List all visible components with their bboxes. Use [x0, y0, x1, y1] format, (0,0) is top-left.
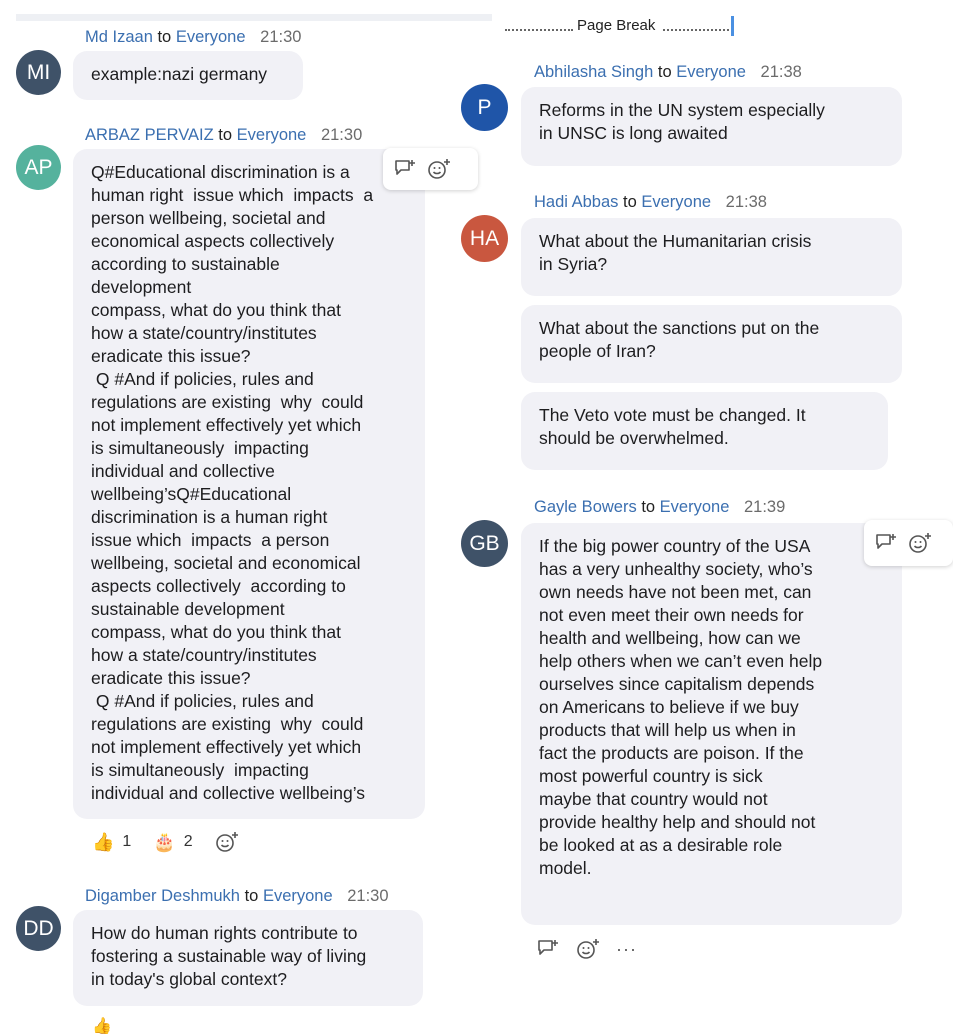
avatar-initials: MI — [26, 60, 51, 84]
avatar[interactable] — [461, 520, 508, 567]
cake-icon: 🎂 — [153, 831, 176, 852]
avatar[interactable] — [461, 215, 508, 262]
scroll-edge — [16, 14, 492, 21]
message-header — [85, 28, 301, 47]
to-label: to — [157, 28, 172, 46]
timestamp: 21:38 — [760, 63, 802, 81]
add-reaction-icon[interactable] — [908, 532, 932, 554]
reaction-cake[interactable] — [153, 832, 192, 853]
message-bubble[interactable]: Q#Educational discrimination is a human right issue which impacts a person wellbeing, societal and economical aspects collectively according to sustainable development compass, what do you think that how a state/country/institutes eradicate this issue? Q #And if policies, rules and regulations are existing why could not implement effectively yet which is simultaneously impacting individual and collective wellbeing’sQ#Educational discrimination is a human right issue which impacts a person wellbeing, societal and economical aspects collectively according to sustainable development compass, what do you think that how a state/country/institutes eradicate this issue? Q #And if policies, rules and regulations are existing why could not implement effectively yet which is simultaneously impacting individual and collective wellbeing’s — [73, 149, 425, 819]
to-label: to — [641, 498, 656, 516]
avatar[interactable] — [16, 145, 61, 190]
reply-in-thread-icon[interactable] — [874, 532, 898, 554]
add-reaction-icon[interactable] — [427, 158, 451, 180]
to-label: to — [218, 126, 233, 144]
to-label: to — [244, 887, 259, 905]
avatar-initials: P — [477, 95, 492, 119]
thumbs-up-icon: 👍 — [92, 1018, 112, 1035]
more-options-icon[interactable]: ··· — [616, 938, 637, 959]
message-bubble[interactable]: Reforms in the UN system especially in UNSC is long awaited — [521, 87, 902, 166]
message-bubble[interactable]: If the big power country of the USA has a very unhealthy society, who’s own needs have not been met, can not even meet their own needs for health and wellbeing, how can we help others when we can’t even help ourselves since capitalism depends on Americans to believe if we buy products that will help us when in fact the products are poison. If the most powerful country is sick maybe that country would not provide healthy help and should not be looked at as a desirable role model. — [521, 523, 902, 925]
sender-name[interactable]: Abhilasha Singh — [534, 63, 654, 81]
timestamp: 21:39 — [743, 498, 786, 516]
timestamp: 21:30 — [320, 126, 363, 144]
message-header — [85, 126, 362, 145]
timestamp: 21:38 — [725, 193, 767, 211]
avatar[interactable] — [16, 50, 61, 95]
sender-name[interactable]: ARBAZ PERVAIZ — [85, 126, 214, 144]
thumbs-up-icon: 👍 — [92, 831, 115, 852]
reaction-count: 1 — [122, 833, 132, 850]
chat-column-right — [469, 0, 953, 1024]
recipient-name[interactable]: Everyone — [175, 28, 246, 46]
add-reaction-icon[interactable] — [576, 938, 600, 960]
to-label: to — [623, 193, 637, 211]
avatar-initials: DD — [23, 916, 54, 940]
message-header — [534, 498, 785, 517]
recipient-name[interactable]: Everyone — [236, 126, 307, 144]
message-hover-toolbar — [383, 148, 478, 190]
avatar-initials: GB — [469, 531, 500, 555]
message-header — [534, 193, 767, 212]
reaction-thumbs-up[interactable] — [92, 832, 131, 853]
message-bubble[interactable]: example:nazi germany — [73, 51, 303, 100]
sender-name[interactable]: Digamber Deshmukh — [85, 887, 240, 905]
reactions-row — [92, 830, 239, 854]
message-header — [534, 63, 802, 82]
message-hover-toolbar — [864, 520, 953, 566]
message-bubble[interactable]: What about the Humanitarian crisis in Syria? — [521, 218, 902, 296]
add-reaction-icon[interactable] — [215, 830, 239, 854]
reply-in-thread-icon[interactable] — [536, 938, 560, 960]
message-bubble[interactable]: How do human rights contribute to fostering a sustainable way of living in today's global context? — [73, 910, 423, 1006]
reply-in-thread-icon[interactable] — [393, 158, 417, 180]
recipient-name[interactable]: Everyone — [262, 887, 333, 905]
sender-name[interactable]: Md Izaan — [85, 28, 153, 46]
avatar-initials: AP — [24, 155, 53, 179]
message-actions-row — [536, 938, 637, 960]
message-bubble[interactable]: The Veto vote must be changed. It should be overwhelmed. — [521, 392, 888, 470]
timestamp: 21:30 — [347, 887, 389, 905]
avatar-initials: HA — [469, 226, 500, 250]
reaction-count: 2 — [183, 833, 193, 850]
recipient-name[interactable]: Everyone — [676, 63, 746, 81]
recipient-name[interactable]: Everyone — [659, 498, 730, 516]
timestamp: 21:30 — [260, 28, 302, 46]
avatar[interactable] — [16, 906, 61, 951]
page-break-label: Page Break — [577, 17, 656, 34]
to-label: to — [657, 63, 672, 81]
recipient-name[interactable]: Everyone — [641, 193, 712, 211]
sender-name[interactable]: Hadi Abbas — [534, 193, 619, 211]
sender-name[interactable]: Gayle Bowers — [534, 498, 637, 516]
avatar[interactable] — [461, 84, 508, 131]
message-bubble[interactable]: What about the sanctions put on the people of Iran? — [521, 305, 902, 383]
message-header — [85, 887, 389, 906]
